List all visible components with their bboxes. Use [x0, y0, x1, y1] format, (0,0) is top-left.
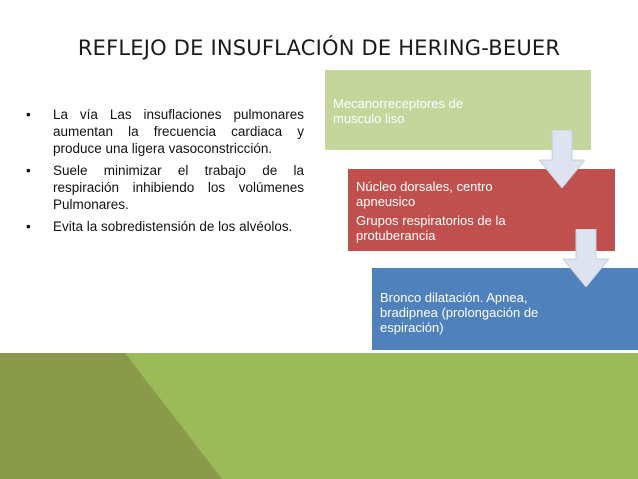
bullet-item	[26, 162, 304, 213]
bullet-marker: •	[26, 163, 31, 178]
slide-title: REFLEJO DE INSUFLACIÓN DE HERING-BEUER	[77, 36, 561, 60]
bullet-item	[26, 218, 304, 235]
bullet-text: Suele minimizar el trabajo de la respiración inhibiendo los volúmenes Pulmonares.	[53, 163, 304, 212]
bullet-marker: •	[26, 107, 31, 122]
bullet-text: Evita la sobredistensión de los alvéolos.	[53, 219, 293, 234]
bullet-item	[26, 106, 304, 157]
bullet-text: La vía Las insuflaciones pulmonares aumentan la frecuencia cardiaca y produce una ligera vasoconstricción.	[53, 107, 304, 156]
process-step-2-text: Núcleo dorsales, centro apneusico	[356, 179, 493, 209]
process-step-2-subtext: Grupos respiratorios de la protuberancia	[356, 213, 506, 243]
process-step-3-text: Bronco dilatación. Apnea, bradipnea (prolongación de espiración)	[380, 290, 539, 335]
bullet-marker: •	[26, 219, 31, 234]
down-arrow-icon	[539, 130, 585, 188]
bullet-list	[26, 106, 304, 240]
process-step-1-text: Mecanorreceptores de musculo liso	[333, 96, 464, 126]
down-arrow-icon	[563, 229, 609, 287]
footer-triangle	[0, 353, 638, 479]
